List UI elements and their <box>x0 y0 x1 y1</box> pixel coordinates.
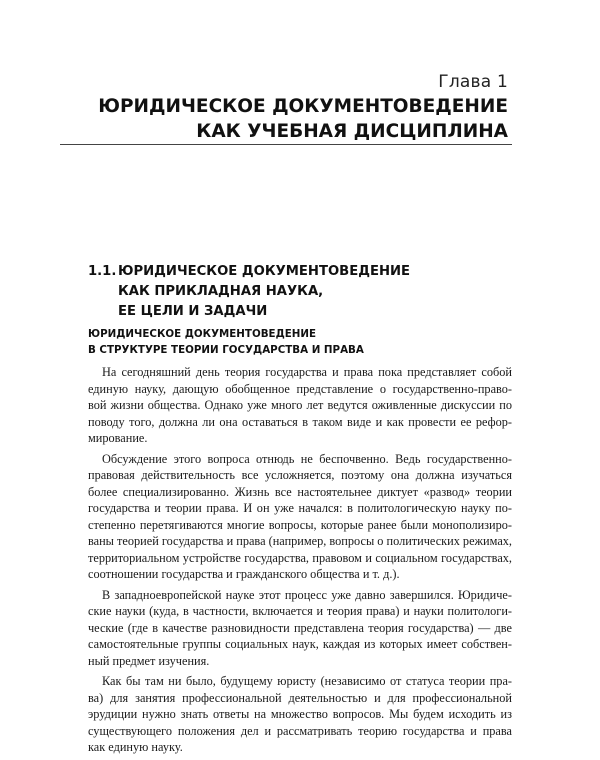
chapter-title <box>88 95 508 144</box>
subsection-heading <box>88 326 364 358</box>
chapter-title-line: ЮРИДИЧЕСКОЕ ДОКУМЕНТОВЕДЕНИЕ <box>98 96 508 117</box>
section-heading <box>88 262 410 322</box>
paragraph-line: ный предмет изучения. <box>88 653 210 668</box>
paragraph <box>88 451 512 583</box>
section-title-line: КАК ПРИКЛАДНАЯ НАУКА, <box>118 284 324 299</box>
paragraph-line: На сегодняшний день теория государства и права пока представляет собой <box>102 365 512 379</box>
chapter-label: Глава 1 <box>438 72 508 92</box>
paragraph <box>88 364 512 447</box>
paragraph-line: ческие (где в качестве разновидности представлена теория государства) — две <box>88 620 512 635</box>
section-number: 1.1. <box>88 264 117 279</box>
paragraph-line: территориальном устройстве государства, правовом и социальном государствах, <box>88 550 512 565</box>
paragraph-line: ваны теорией государства и права (например, вопросы о политических режимах, <box>88 534 512 548</box>
paragraph-line: как единую науку. <box>88 740 183 754</box>
paragraph-line: самостоятельные группы социальных наук, каждая из которых имеет собствен- <box>88 637 512 651</box>
paragraph-line: правовая действительность все усложняется, поэтому она должна изучаться <box>88 468 512 482</box>
chapter-divider <box>60 144 512 145</box>
paragraph-line: степенно перетягиваются многие вопросы, которые ранее были монополизиро- <box>88 517 512 532</box>
paragraph-line: мирование. <box>88 431 148 445</box>
paragraph-line: Обсуждение этого вопроса отнюдь не беспочвенно. Ведь государственно- <box>102 451 512 466</box>
chapter-title-line: КАК УЧЕБНАЯ ДИСЦИПЛИНА <box>196 120 508 142</box>
paragraph-line: единую науку, дающую обобщенное представление о государственно-право- <box>88 381 512 396</box>
paragraph-line: ские науки (куда, в частности, включается и теория права) и науки политологи- <box>88 604 512 618</box>
section-title-line: ЕЕ ЦЕЛИ И ЗАДАЧИ <box>118 304 268 319</box>
paragraph-line: государства и теории права. И он уже начался: в политологическую науку по- <box>88 501 512 515</box>
paragraph-line: вой жизни общества. Однако уже много лет ведутся оживленные дискуссии по <box>88 398 512 412</box>
paragraph-line: эрудиции нужно знать ответы на множество вопросов. Мы будем исходить из <box>88 707 512 721</box>
paragraph-line: Как бы там ни было, будущему юристу (независимо от статуса теории пра- <box>102 674 512 688</box>
paragraph-line: более специализированно. Жизнь все настоятельнее диктует «развод» теории <box>88 484 512 499</box>
paragraph-line: существующего положения дел и рассматривать теорию государства и права <box>88 723 512 738</box>
subsection-title-line: В СТРУКТУРЕ ТЕОРИИ ГОСУДАРСТВА И ПРАВА <box>88 344 364 356</box>
paragraph <box>88 587 512 670</box>
paragraph-line: соотношении государства и гражданского общества и т. д.). <box>88 567 400 581</box>
paragraph-line: ва) для занятия профессиональной деятельностью и для профессиональной <box>88 690 512 705</box>
subsection-title-line: ЮРИДИЧЕСКОЕ ДОКУМЕНТОВЕДЕНИЕ <box>88 328 317 340</box>
paragraph <box>88 673 512 756</box>
paragraph-line: В западноевропейской науке этот процесс уже давно завершился. Юридиче- <box>102 587 512 602</box>
body-text <box>88 364 512 760</box>
paragraph-line: поводу того, должна ли она оставаться в таком виде и как провести ее рефор- <box>88 414 512 429</box>
section-title-line: ЮРИДИЧЕСКОЕ ДОКУМЕНТОВЕДЕНИЕ <box>118 264 411 279</box>
